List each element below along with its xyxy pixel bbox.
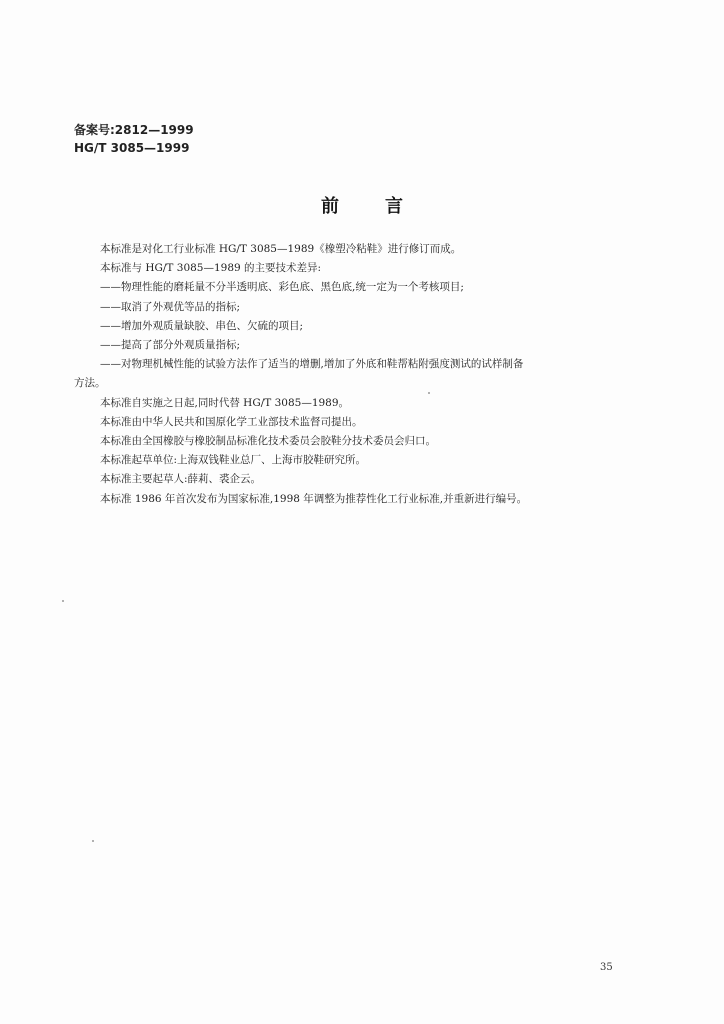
standard-code: HG/T 3085—1999 [74, 141, 190, 155]
paragraph: 本标准由全国橡胶与橡胶制品标准化技术委员会胶鞋分技术委员会归口。 [100, 435, 436, 448]
scan-speck [428, 392, 430, 394]
paragraph: 本标准是对化工行业标准 HG/T 3085—1989《橡塑冷粘鞋》进行修订而成。 [100, 243, 462, 255]
list-item: ——提高了部分外观质量指标; [100, 339, 241, 352]
body-text [74, 240, 654, 509]
list-item: ——增加外观质量缺胶、串色、欠硫的项目; [100, 319, 304, 332]
paragraph: 本标准 1986 年首次发布为国家标准,1998 年调整为推荐性化工行业标准,并重新进行编号。 [100, 492, 528, 505]
scan-speck [62, 600, 64, 602]
paragraph: 本标准与 HG/T 3085—1989 的主要技术差异: [100, 262, 322, 275]
filing-number: 备案号:2812—1999 [74, 123, 194, 137]
paragraph: 本标准自实施之日起,同时代替 HG/T 3085—1989。 [100, 396, 350, 409]
list-item: ——物理性能的磨耗量不分半透明底、彩色底、黑色底,统一定为一个考核项目; [100, 281, 464, 294]
paragraph: 本标准主要起草人:薛莉、裘企云。 [100, 473, 262, 486]
page-title: 前言 [321, 196, 449, 217]
list-item-continuation: 方法。 [74, 377, 106, 390]
scan-speck [92, 840, 94, 842]
list-item: ——取消了外观优等品的指标; [100, 300, 241, 313]
list-item: ——对物理机械性能的试验方法作了适当的增删,增加了外底和鞋帮粘附强度测试的试样制备 [100, 358, 524, 371]
paragraph: 本标准由中华人民共和国原化学工业部技术监督司提出。 [100, 415, 363, 428]
paragraph: 本标准起草单位:上海双钱鞋业总厂、上海市胶鞋研究所。 [100, 454, 367, 467]
page-number: 35 [600, 962, 613, 973]
document-header [74, 121, 194, 157]
